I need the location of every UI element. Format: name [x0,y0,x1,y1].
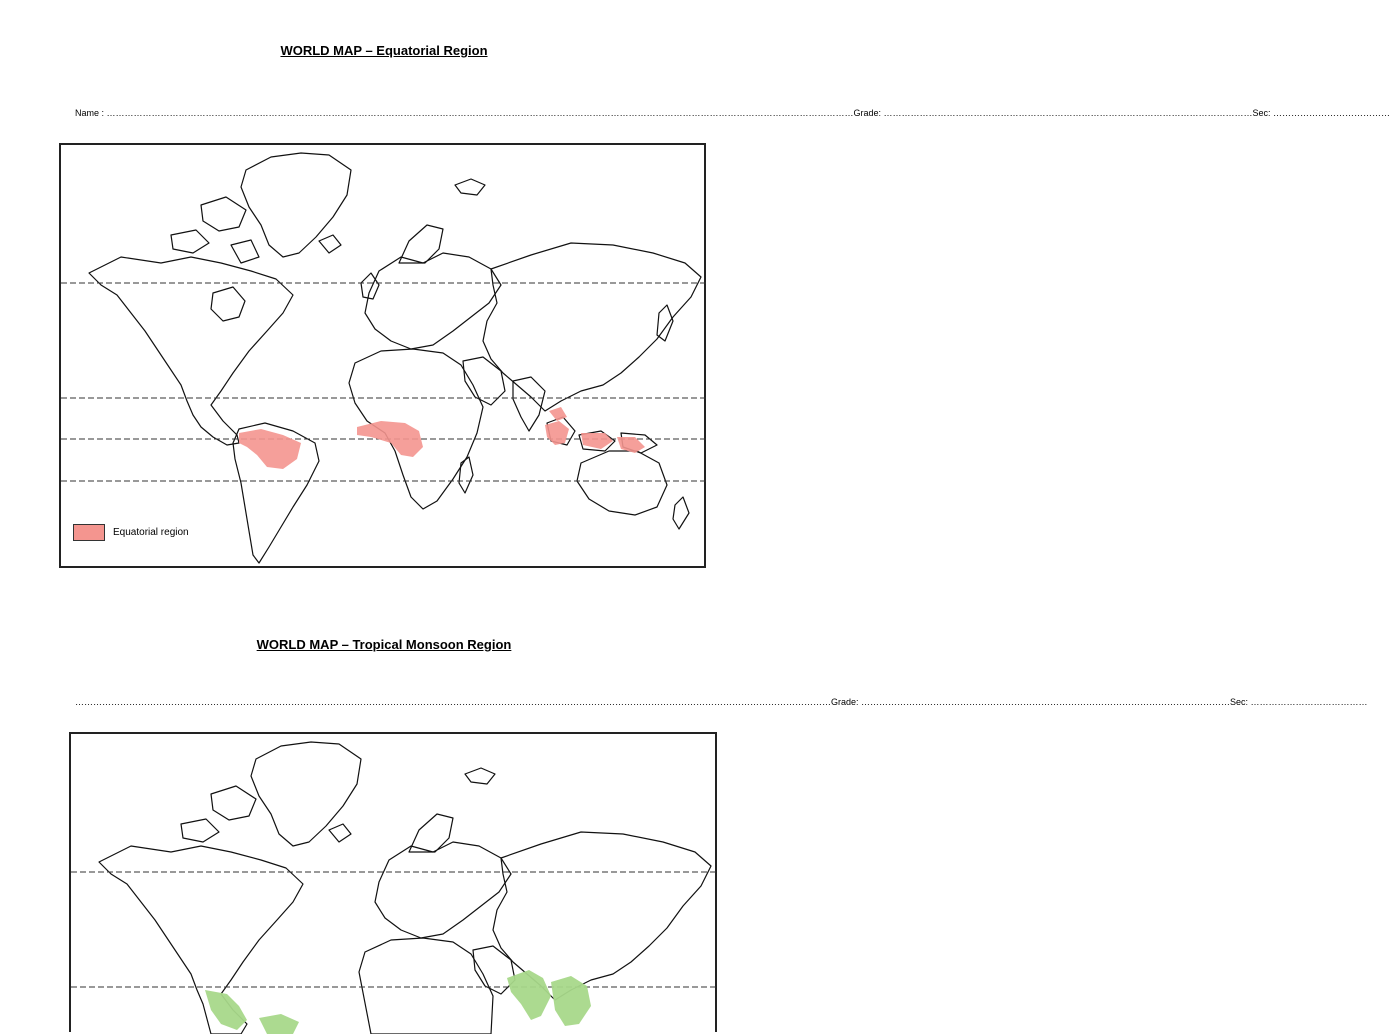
legend-label-equatorial: Equatorial region [113,527,189,538]
outline-asia [483,243,701,411]
page-title-monsoon: WORLD MAP – Tropical Monsoon Region [256,637,512,652]
outline-greenland-2 [251,742,361,846]
world-map-equatorial [59,143,706,568]
outline-new-zealand [673,497,689,529]
highlight-congo [357,421,423,457]
world-map-svg-2 [71,734,719,1034]
outline-iceland-2 [329,768,495,842]
world-map-svg [61,145,708,570]
outline-north-america-2 [99,846,303,1034]
map-legend [73,524,189,541]
continent-outlines-2 [99,742,711,1034]
equatorial-highlights [239,407,645,469]
outline-europe [365,253,501,349]
outline-iceland [319,179,485,253]
outline-arctic-islands [171,197,259,263]
legend-swatch-equatorial [73,524,105,541]
highlight-amazon [239,429,301,469]
world-map-monsoon [69,732,717,1032]
outline-north-america [89,257,293,445]
grade-sec-fields[interactable]: ………………………………………………………………………………………………………………………………………………………………………………………………………………………………Grade: ……………………………………………………………………………………………………………Sec: ………………………………… [75,697,1368,707]
outline-australia [577,451,667,515]
outline-europe-2 [375,842,511,938]
highlight-india [507,970,551,1020]
latitude-lines-2 [71,872,719,987]
outline-scandinavia-2 [409,814,453,852]
outline-scandinavia [399,225,443,263]
continent-outlines [89,153,701,563]
outline-arctic-islands-2 [181,786,256,842]
highlight-indonesia [545,407,645,453]
outline-madagascar [459,457,473,493]
page-title-equatorial: WORLD MAP – Equatorial Region [280,43,488,58]
outline-greenland [241,153,351,257]
highlight-south-america-north [259,1014,299,1034]
name-grade-sec-fields[interactable]: Name : ……………………………………………………………………………………………………………………………………………………………………………………………………………………………Grade: ……………………………………………………………………………………………………………Sec: ………………………………… [75,108,1390,118]
outline-hudson-bay [211,287,245,321]
highlight-central-america [205,990,247,1030]
monsoon-highlights [205,970,591,1034]
